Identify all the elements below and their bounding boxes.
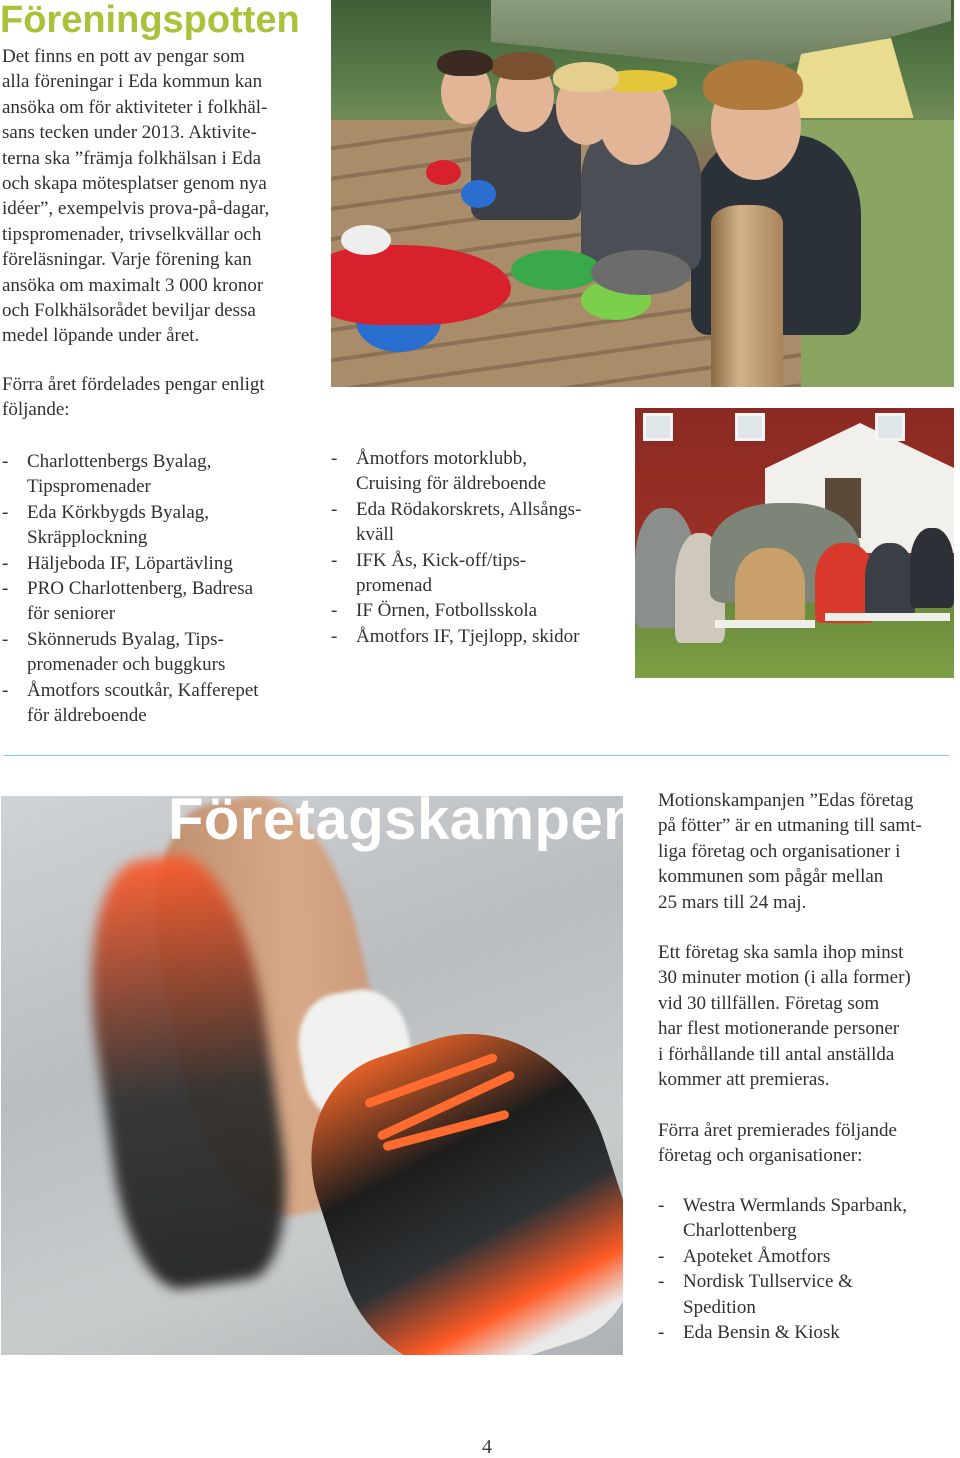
- text-line: och skapa mötesplatser genom nya: [2, 173, 267, 195]
- text-line: vid 30 tillfällen. Företag som: [658, 992, 880, 1014]
- scouts-eating-photo: [331, 0, 954, 387]
- list-item-line: Spedition: [683, 1296, 756, 1318]
- text-line: Förra året fördelades pengar enligt: [2, 374, 265, 395]
- foretagskampen-para3: [658, 1118, 958, 1169]
- list-item: [2, 678, 327, 729]
- text-line: Det finns en pott av pengar som: [2, 46, 245, 67]
- list-item-line: promenader och buggkurs: [27, 654, 226, 676]
- text-line: följande:: [2, 399, 70, 421]
- foreningspotten-intro: [2, 44, 327, 349]
- list-item-line: - Åmotfors motorklubb,: [356, 448, 527, 469]
- text-line: i förhållande till antal anställda: [658, 1043, 895, 1065]
- text-line: ansöka om maximalt 3 000 kronor: [2, 274, 264, 296]
- list-item: [658, 1269, 958, 1320]
- list-item-line: - Eda Körkbygds Byalag,: [27, 501, 210, 523]
- winners-list: [658, 1193, 958, 1345]
- house-gathering-photo: [635, 408, 954, 678]
- list-item: [2, 551, 327, 576]
- running-shoe-photo: [1, 796, 623, 1355]
- text-line: ansöka om för aktiviteter i folkhäl-: [2, 96, 268, 118]
- list-item: [658, 1244, 958, 1269]
- text-line: idéer”, exempelvis prova-på-dagar,: [2, 198, 270, 220]
- list-item: [331, 598, 631, 623]
- list-item: [2, 576, 327, 627]
- list-item: [331, 548, 631, 599]
- list-item-line: - Åmotfors scoutkår, Kafferepet: [27, 679, 259, 701]
- text-line: 25 mars till 24 maj.: [658, 891, 807, 913]
- list-item-line: - IF Örnen, Fotbollsskola: [356, 600, 538, 622]
- text-line: kommunen som pågår mellan: [658, 866, 884, 888]
- list-item-line: - PRO Charlottenberg, Badresa: [27, 578, 254, 600]
- text-line: Motionskampanjen ”Edas företag: [658, 790, 914, 811]
- list-item-line: - Apoteket Åmotfors: [683, 1245, 831, 1267]
- list-item: [2, 500, 327, 551]
- list-item-line: - IFK Ås, Kick-off/tips-: [356, 549, 527, 571]
- text-line: på fötter” är en utmaning till samt-: [658, 815, 922, 837]
- text-line: 30 minuter motion (i alla former): [658, 967, 911, 989]
- foretagskampen-para1: [658, 788, 958, 915]
- list-item-line: Tipspromenader: [27, 476, 151, 498]
- foreningspotten-lead: [2, 372, 327, 423]
- list-item: [2, 627, 327, 678]
- list-item: [331, 624, 631, 649]
- text-line: alla föreningar i Eda kommun kan: [2, 71, 263, 93]
- list-item-line: promenad: [356, 575, 432, 597]
- grant-list-right: [331, 446, 631, 649]
- text-line: tipspromenader, trivselkvällar och: [2, 223, 262, 245]
- text-line: har flest motionerande personer: [658, 1018, 900, 1040]
- text-line: Förra året premierades följande: [658, 1120, 897, 1141]
- list-item-line: kväll: [356, 524, 394, 546]
- foreningspotten-heading: Föreningspotten: [0, 0, 300, 41]
- list-item-line: för seniorer: [27, 603, 116, 625]
- list-item-line: Cruising för äldreboende: [356, 473, 546, 495]
- list-item: [331, 446, 631, 497]
- list-item-line: för äldreboende: [27, 705, 147, 727]
- list-item-line: - Åmotfors IF, Tjejlopp, skidor: [356, 625, 580, 647]
- list-item-line: - Eda Bensin & Kiosk: [683, 1322, 840, 1344]
- text-line: föreläsningar. Varje förening kan: [2, 249, 252, 271]
- list-item-line: - Westra Wermlands Sparbank,: [683, 1195, 908, 1216]
- text-line: Ett företag ska samla ihop minst: [658, 942, 904, 963]
- text-line: liga företag och organisationer i: [658, 840, 901, 862]
- text-line: och Folkhälsorådet beviljar dessa: [2, 300, 256, 322]
- list-item: [658, 1193, 958, 1244]
- list-item-line: - Skönneruds Byalag, Tips-: [27, 628, 224, 650]
- list-item-line: - Eda Rödakorskrets, Allsångs-: [356, 498, 582, 520]
- list-item-line: - Nordisk Tullservice &: [683, 1271, 853, 1293]
- list-item: [658, 1320, 958, 1345]
- foretagskampen-para2: [658, 940, 958, 1092]
- foretagskampen-heading: Företagskampen: [168, 787, 640, 852]
- text-line: medel löpande under året.: [2, 325, 200, 347]
- list-item-line: Skräpplockning: [27, 527, 148, 549]
- list-item-line: Charlottenberg: [683, 1220, 797, 1242]
- text-line: sans tecken under 2013. Aktivite-: [2, 122, 257, 144]
- text-line: företag och organisationer:: [658, 1145, 863, 1167]
- list-item-line: - Häljeboda IF, Löpartävling: [27, 552, 233, 574]
- section-divider: [4, 755, 949, 756]
- list-item-line: - Charlottenbergs Byalag,: [27, 451, 212, 472]
- page-number: 4: [482, 1436, 492, 1458]
- text-line: terna ska ”främja folkhälsan i Eda: [2, 147, 262, 169]
- grant-list-left: [2, 449, 327, 728]
- text-line: kommer att premieras.: [658, 1069, 830, 1091]
- list-item: [2, 449, 327, 500]
- list-item: [331, 497, 631, 548]
